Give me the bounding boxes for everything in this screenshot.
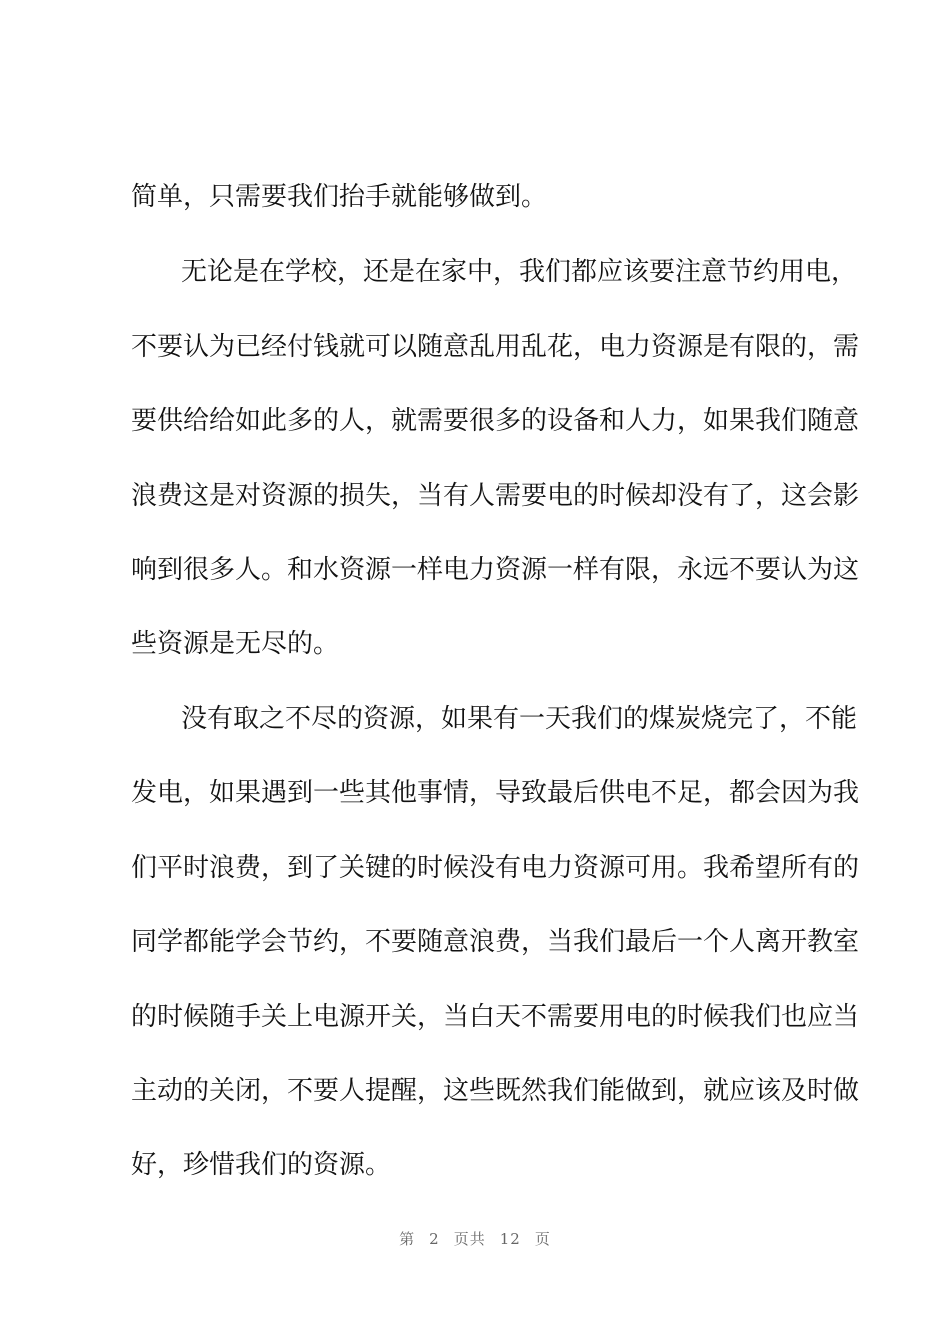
footer-total-pages: 12 (499, 1230, 521, 1248)
paragraph-1-line-1: 简单，只需要我们抬手就能够做到。 (131, 182, 548, 212)
paragraph-2-line-6: 些资源是无尽的。 (131, 629, 340, 659)
paragraph-3-line-5: 的时候随手关上电源开关，当白天不需要用电的时候我们也应当 (131, 1002, 860, 1032)
paragraph-3-line-1: 没有取之不尽的资源，如果有一天我们的煤炭烧完了，不能 (181, 704, 858, 734)
paragraph-2-line-5: 响到很多人。和水资源一样电力资源一样有限，永远不要认为这 (131, 555, 860, 585)
footer-mid: 页共 (453, 1230, 486, 1248)
page-footer (0, 1228, 950, 1249)
paragraph-3-line-6: 主动的关闭，不要人提醒，这些既然我们能做到，就应该及时做 (131, 1076, 860, 1106)
footer-current-page: 2 (429, 1230, 440, 1248)
paragraph-3-line-4: 同学都能学会节约，不要随意浪费，当我们最后一个人离开教室 (131, 927, 860, 957)
paragraph-2-line-2: 不要认为已经付钱就可以随意乱用乱花，电力资源是有限的，需 (131, 332, 860, 362)
paragraph-2-line-4: 浪费这是对资源的损失，当有人需要电的时候却没有了，这会影 (131, 481, 860, 511)
paragraph-3-line-2: 发电，如果遇到一些其他事情，导致最后供电不足，都会因为我 (131, 778, 860, 808)
paragraph-2-line-1: 无论是在学校，还是在家中，我们都应该要注意节约用电， (181, 257, 858, 287)
paragraph-3-line-3: 们平时浪费，到了关键的时候没有电力资源可用。我希望所有的 (131, 853, 860, 883)
footer-suffix: 页 (534, 1230, 551, 1248)
paragraph-3-line-7: 好，珍惜我们的资源。 (131, 1150, 392, 1180)
footer-prefix: 第 (399, 1230, 416, 1248)
paragraph-2-line-3: 要供给给如此多的人，就需要很多的设备和人力，如果我们随意 (131, 406, 860, 436)
